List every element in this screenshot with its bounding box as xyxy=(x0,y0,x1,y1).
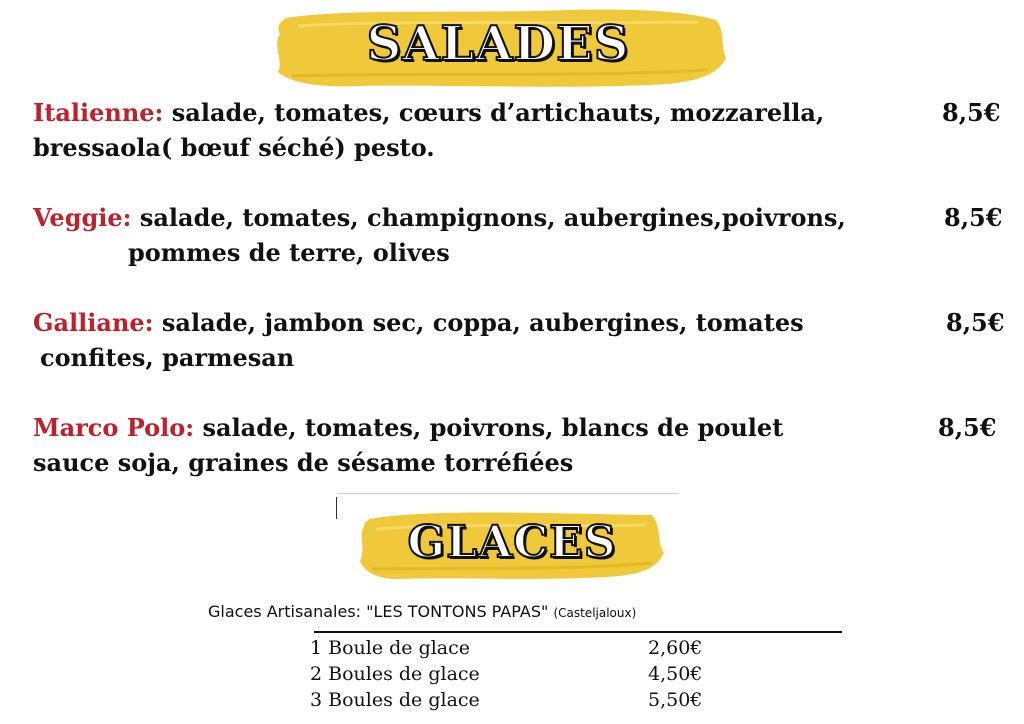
salad-name: Italienne: xyxy=(33,98,164,127)
salad-ingredients: salade, tomates, poivrons, blancs de poulet xyxy=(202,413,784,442)
salad-line-1 xyxy=(33,201,846,235)
glaces-underline xyxy=(314,631,842,633)
ice-row-price: 2,60€ xyxy=(648,637,703,659)
salad-line-2: confites, parmesan xyxy=(40,343,295,372)
salad-line-1 xyxy=(33,411,783,445)
salad-line-1 xyxy=(33,306,804,340)
salad-price: 8,5€ xyxy=(944,203,1003,232)
ice-row xyxy=(310,637,703,659)
salad-name: Veggie: xyxy=(33,203,132,232)
ice-row-label: 2 Boules de glace xyxy=(310,663,480,685)
ice-row-price: 5,50€ xyxy=(648,689,703,711)
ice-row xyxy=(310,663,703,685)
glaces-title: GLACES xyxy=(407,517,617,568)
salad-line-2: pommes de terre, olives xyxy=(128,238,450,267)
salad-line-1 xyxy=(33,96,824,130)
salades-banner xyxy=(268,6,728,90)
glaces-banner xyxy=(356,505,668,583)
ice-row xyxy=(310,689,703,711)
ice-row-label: 1 Boule de glace xyxy=(310,637,471,659)
salad-price: 8,5€ xyxy=(942,98,1001,127)
section-divider xyxy=(338,493,678,494)
glaces-subtitle-place: (Casteljaloux) xyxy=(553,606,637,620)
glaces-subtitle-brand: Glaces Artisanales: "LES TONTONS PAPAS" xyxy=(208,602,549,621)
salad-name: Galliane: xyxy=(33,308,154,337)
salades-title: SALADES xyxy=(366,16,630,72)
salad-ingredients: salade, tomates, cœurs d’artichauts, mozzarella, xyxy=(171,98,825,127)
glaces-subtitle xyxy=(208,602,636,621)
ice-row-label: 3 Boules de glace xyxy=(310,689,480,711)
salad-line-2: sauce soja, graines de sésame torréfiées xyxy=(33,448,574,477)
salad-price: 8,5€ xyxy=(938,413,997,442)
salad-name: Marco Polo: xyxy=(33,413,195,442)
salad-price: 8,5€ xyxy=(946,308,1005,337)
salad-ingredients: salade, jambon sec, coppa, aubergines, tomates xyxy=(161,308,804,337)
salad-line-2: bressaola( bœuf séché) pesto. xyxy=(33,133,435,162)
salad-ingredients: salade, tomates, champignons, aubergines,poivrons, xyxy=(139,203,846,232)
section-divider-vertical xyxy=(336,497,337,519)
ice-row-price: 4,50€ xyxy=(648,663,703,685)
